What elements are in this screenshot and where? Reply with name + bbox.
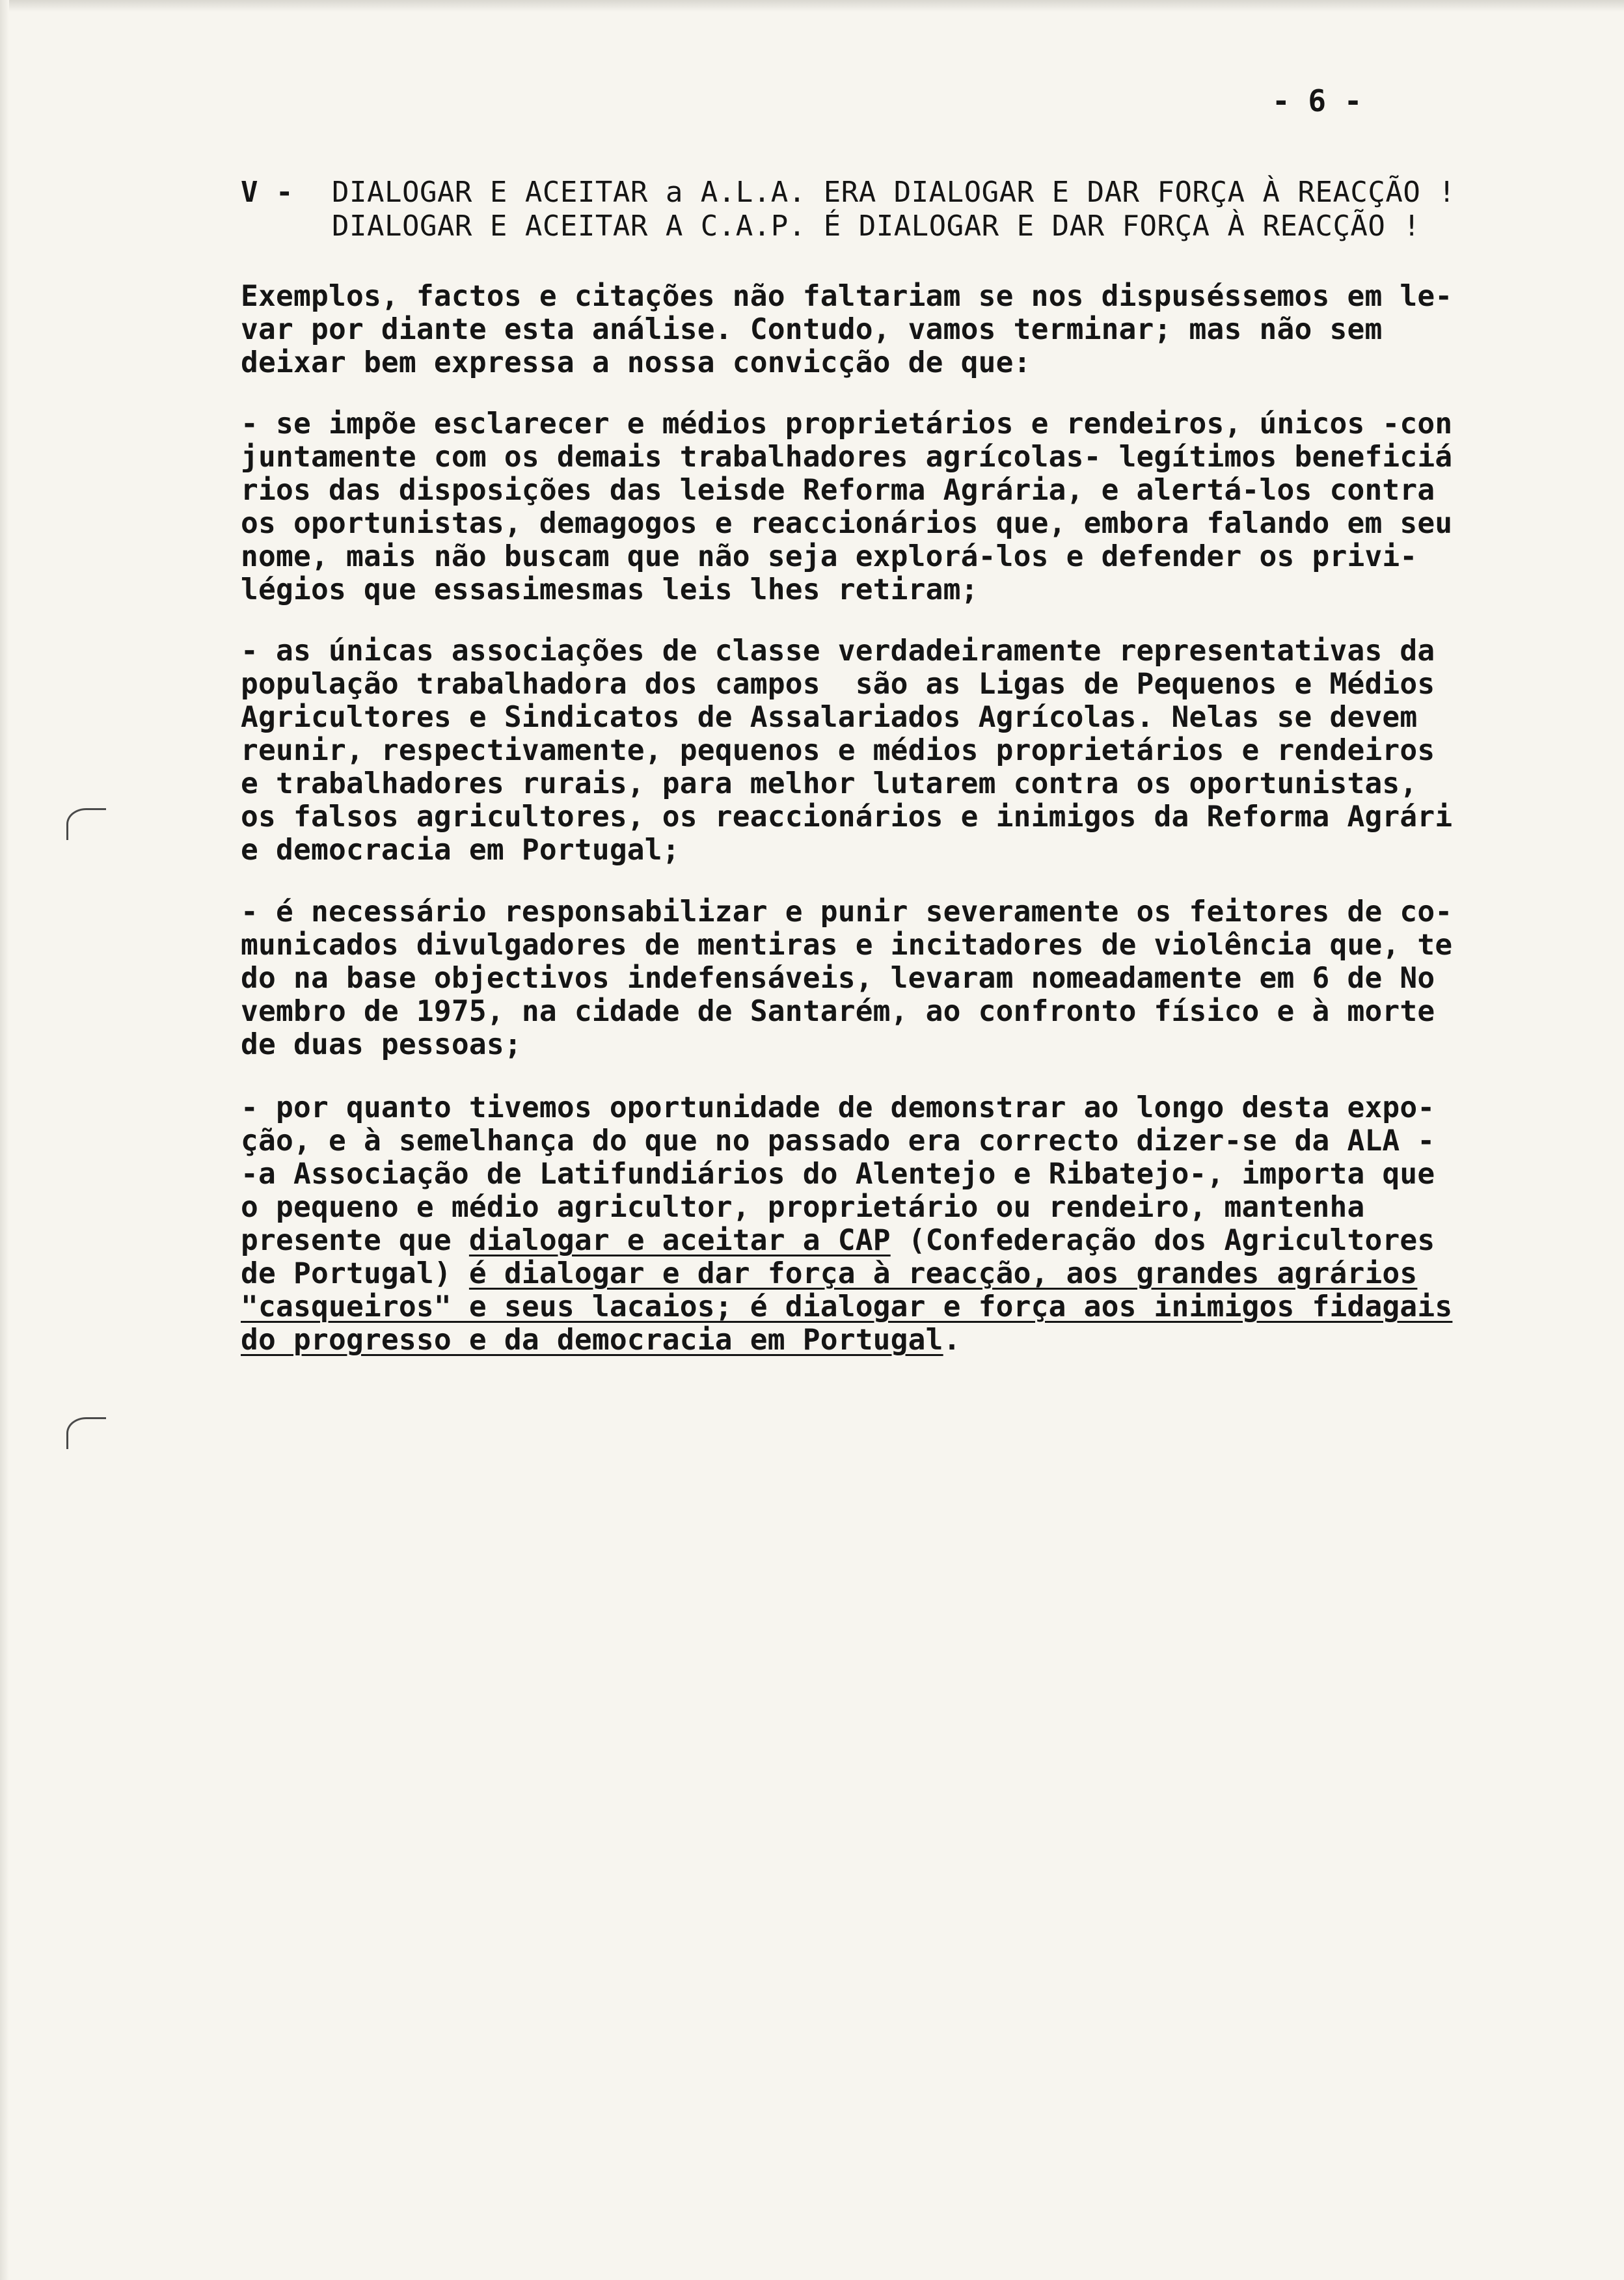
text-line bbox=[241, 1323, 1588, 1357]
conclusion-paragraph-3 bbox=[241, 895, 1588, 1061]
text-line: deixar bem expressa a nossa convicção de que: bbox=[241, 346, 1031, 379]
heading-row-2 bbox=[241, 210, 1455, 243]
underlined-text: é dialogar e dar força à reacção, aos grandes agrários bbox=[468, 1257, 1418, 1290]
conclusion-paragraph-4 bbox=[241, 1091, 1588, 1357]
text-line: -a Associação de Latifundiários do Alentejo e Ribatejo-, importa que bbox=[241, 1158, 1435, 1191]
punch-hole-mark bbox=[66, 1417, 106, 1449]
text-line: - é necessário responsabilizar e punir severamente os feitores de co- bbox=[241, 895, 1453, 929]
text-line: e democracia em Portugal; bbox=[241, 834, 680, 867]
section-number-spacer bbox=[241, 210, 332, 243]
text-line: e trabalhadores rurais, para melhor lutarem contra os oportunistas, bbox=[241, 767, 1418, 800]
text-line: os oportunistas, demagogos e reaccionários que, embora falando em seu bbox=[241, 507, 1453, 540]
text-line: os falsos agricultores, os reaccionários e inimigos da Reforma Agrári bbox=[241, 800, 1453, 834]
text-line: - se impõe esclarecer e médios proprietários e rendeiros, únicos -con bbox=[241, 407, 1453, 441]
section-number: V - bbox=[241, 176, 293, 209]
underlined-text: do progresso e da democracia em Portugal bbox=[241, 1323, 943, 1357]
text-line: Exemplos, factos e citações não faltariam se nos dispuséssemos em le- bbox=[241, 280, 1453, 313]
text-line bbox=[241, 1224, 1588, 1257]
text-line bbox=[241, 1290, 1588, 1323]
page-number: - 6 - bbox=[1272, 83, 1362, 118]
text-line: légios que essasimesmas leis lhes retiram; bbox=[241, 573, 979, 606]
punch-hole-mark bbox=[66, 808, 106, 840]
heading-line-1: DIALOGAR E ACEITAR a A.L.A. ERA DIALOGAR E DAR FORÇA À REACÇÃO ! bbox=[332, 176, 1456, 209]
text-line: população trabalhadora dos campos são as Ligas de Pequenos e Médios bbox=[241, 668, 1435, 701]
text-fragment: presente que bbox=[241, 1224, 469, 1257]
text-line: juntamente com os demais trabalhadores agrícolas- legítimos beneficiá bbox=[241, 441, 1453, 474]
text-line: - por quanto tivemos oportunidade de demonstrar ao longo desta expo- bbox=[241, 1091, 1435, 1124]
underlined-text: "casqueiros" e seus lacaios; é dialogar e força aos inimigos fidagais bbox=[241, 1290, 1453, 1323]
text-line: Agricultores e Sindicatos de Assalariados Agrícolas. Nelas se devem bbox=[241, 701, 1418, 734]
text-line: - as únicas associações de classe verdadeiramente representativas da bbox=[241, 634, 1435, 668]
text-line: rios das disposições das leisde Reforma Agrária, e alertá-los contra bbox=[241, 474, 1435, 507]
text-fragment: . bbox=[943, 1323, 961, 1357]
text-line: nome, mais não buscam que não seja explorá-los e defender os privi- bbox=[241, 540, 1418, 573]
conclusion-paragraph-1 bbox=[241, 407, 1588, 606]
text-line: municados divulgadores de mentiras e incitadores de violência que, te bbox=[241, 929, 1453, 962]
text-line bbox=[241, 1257, 1588, 1290]
intro-paragraph bbox=[241, 280, 1588, 379]
text-line: o pequeno e médio agricultor, proprietário ou rendeiro, mantenha bbox=[241, 1191, 1365, 1224]
heading-row-1 bbox=[241, 176, 1455, 210]
underlined-text: dialogar e aceitar a CAP bbox=[468, 1224, 891, 1257]
text-line: reunir, respectivamente, pequenos e médios proprietários e rendeiros bbox=[241, 734, 1435, 767]
text-fragment: (Confederação dos Agricultores bbox=[890, 1224, 1435, 1257]
text-line: de duas pessoas; bbox=[241, 1028, 522, 1061]
text-line: var por diante esta análise. Contudo, vamos terminar; mas não sem bbox=[241, 313, 1383, 346]
page-top-edge bbox=[0, 0, 1624, 12]
text-line: vembro de 1975, na cidade de Santarém, ao confronto físico e à morte bbox=[241, 995, 1435, 1028]
page-left-edge bbox=[0, 0, 9, 2280]
text-line: do na base objectivos indefensáveis, levaram nomeadamente em 6 de No bbox=[241, 962, 1435, 995]
heading-line-2: DIALOGAR E ACEITAR A C.A.P. É DIALOGAR E DAR FORÇA À REACÇÃO ! bbox=[332, 210, 1421, 243]
conclusion-paragraph-2 bbox=[241, 634, 1588, 867]
text-line: ção, e à semelhança do que no passado era correcto dizer-se da ALA - bbox=[241, 1124, 1435, 1158]
text-fragment: de Portugal) bbox=[241, 1257, 469, 1290]
section-heading bbox=[241, 176, 1455, 243]
